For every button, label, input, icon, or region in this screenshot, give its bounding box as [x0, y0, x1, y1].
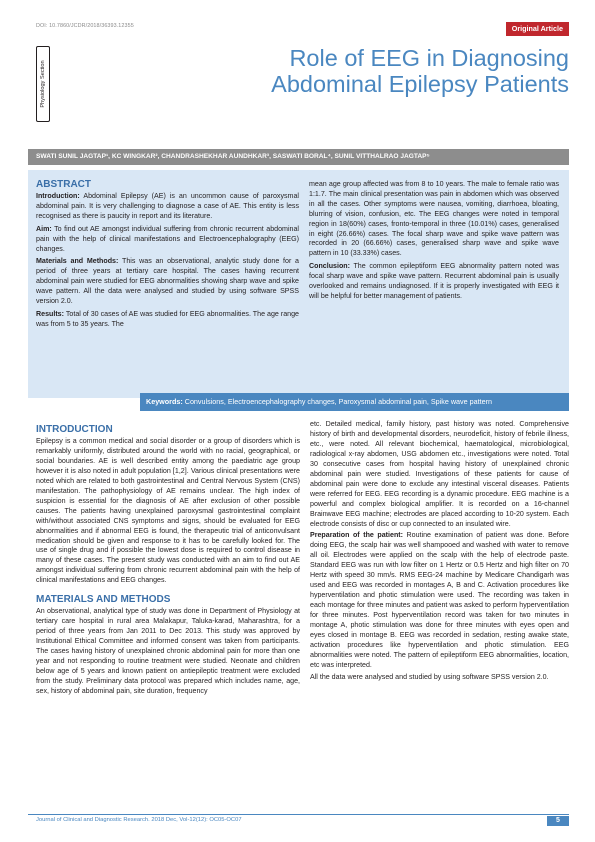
abstract-box [28, 170, 569, 398]
analysis-text: All the data were analysed and studied by using software SPSS version 2.0. [310, 672, 549, 681]
footer-divider [28, 814, 569, 815]
section-tab [36, 46, 50, 122]
methods-text: An observational, analytical type of study was done in Department of Physiology at tertiary care hospital in rural area Malakapur, Taluka-karad, Maharashtra, for a period of three years from Jan 2011 to Dec 2013. This study was approved by Institutional Ethical Committee and informed consent was taken from participants. The cases having history of unexplained chronic abdominal pain for more than one year and not responding to routine treatment were studied. Neonate and children below age of 5 years and known patient on antiepileptic treatment were excluded from the study. Preliminary data protocol was prepared which includes name, age, sex, history of abdominal pain, site duration, frequency [36, 607, 300, 695]
aim-text: To find out AE amongst individual suffering from chronic recurrent abdominal pain with the help of clinical manifestations and Electroencephalography (EEG) changes. [36, 224, 299, 253]
conclusion-label: Conclusion: [309, 262, 350, 271]
intro-text: Abdominal Epilepsy (AE) is an uncommon cause of paroxysmal abdominal pain. It is very challenging to diagnose a case of AE. This entity is less recognised as there is paucity in report and its literature. [36, 192, 299, 220]
conclusion-text: The common epileptiform EEG abnormality pattern noted was focal sharp wave and spike wave pattern. Recurrent abdominal pain is usually overlooked and remains undiagnosed. If it is properly investigated with EEG it will be helpful for better management of patients. [309, 262, 559, 300]
preparation-label: Preparation of the patient: [310, 531, 403, 540]
abstract-conclusion [309, 262, 559, 302]
abstract-heading: ABSTRACT [36, 179, 91, 190]
abstract-introduction [36, 192, 299, 222]
abstract-right-column [309, 180, 559, 305]
keywords-label: Keywords: [146, 397, 183, 406]
preparation-text: Routine examination of patient was done. Before doing EEG, the scalp hair was well shampooed and washed with water to remove all oil. Electrodes were applied on the scalp with the help of electrode paste. Standard EEG was run with low filter on 1 Hertz or 0.5 Hertz and high filter on 70 Hertz with speed 30 mm/s. RMS EEG-24 machine by Medicare Chandigarh was used and EEG was recorded in montages A, B and C. Activation procedures like hyperventilation and photic stimulation were used. The recording was taken in each montage for three minutes and patient was asked to perform hyperventilation for three minutes. Post hyperventilation record was taken for two minutes in montage A, photic stimulation was done for three minutes with eyes open and eyes closed in montage B. EEG was recorded in sedation, resting awake state, activation procedures like hyperventilation and photic stimulation. EEG abnormalities were noted. The pattern of epileptiform EEG abnormalities, location, etc was interpreted. [310, 531, 569, 669]
intro-label: Introduction: [36, 192, 80, 200]
patient-preparation [310, 531, 569, 670]
results-text-start: Total of 30 cases of AE was studied for EEG abnormalities. The age range was from 5 to 35 years. The [36, 309, 299, 328]
article-type-badge: Original Article [506, 22, 569, 36]
body-right-column [310, 420, 569, 685]
abstract-methods [36, 257, 299, 307]
page-number: 5 [547, 816, 569, 826]
authors-bar: SWATI SUNIL JAGTAP¹, KC WINGKAR², CHANDRASHEKHAR AUNDHKAR³, SASWATI BORAL⁴, SUNIL VITTHALRAO JAGTAP⁵ [28, 149, 569, 165]
keywords-bar [140, 393, 569, 411]
abstract-results [36, 310, 299, 330]
section-label: Physiology Section [40, 60, 46, 108]
article-title: Role of EEG in Diagnosing Abdominal Epilepsy Patients [271, 45, 569, 97]
methods-label: Materials and Methods: [36, 257, 119, 266]
introduction-heading: INTRODUCTION [36, 424, 113, 435]
abstract-results-continued [309, 180, 559, 259]
abstract-left-column [36, 179, 299, 333]
doi-text: DOI: 10.7860/JCDR/2018/36393.12355 [36, 23, 134, 29]
aim-label: Aim: [36, 224, 52, 233]
introduction-text: Epilepsy is a common medical and social disorder or a group of disorders which is remarkably uniformly, distributed around the world with no racial, geographical, or social boundaries. AE is well described entity among the paediatric age group however it is also noted in adult population [1,2]. Various clinical presentations were noted which are related to both gastrointestinal and Central Nervous System (CNS) manifestation. The pathophysiology of AE remains unclear. The high index of suspicion is essential for the diagnosis of AE after exclusion of other possible causes. The patients having unexplained paroxysmal gastrointestinal complaint with/without associated CNS symptoms and signs, should be evaluated for EEG abnormalities and if abnormal EEG is found, the therapeutic trial of anticonvulsant medication should be given and response to it has to be carefully looked for. The use of single drug and if possible the lowest dose is required to control disease in many of these cases. The present study was conducted with an aim to find out AE amongst individual suffering from chronic recurrent abdominal pain with the help of clinical manifestations and EEG changes. [36, 437, 300, 585]
methods-continued-text: etc. Detailed medical, family history, past history was noted. Comprehensive history of birth and developmental disorders, neurodeficit, history of febrile illness, etc., were noted. All relevant biochemical, haematological, microbiological, radiological x-ray abdomen, USG abdomen etc., investigations were noted. Total 30 consecutive cases from hospital having history of unexplained chronic abdominal pain were studied. Investigations of these patients for cause of abdominal pain were done to exclude any intestinal visceral diseases. Patients were referred for EEG. EEG recording is a dynamic procedure. EEG machine is a powerful and complex biological amplifier. It is recorded on a 16-channel Brainwave EEG machine; electrodes are placed according to 10-20 system. Each electrode consists of disc or cup connected to an insulated wire. [310, 420, 569, 528]
keywords-text: Convulsions, Electroencephalography changes, Paroxysmal abdominal pain, Spike wave pattern [182, 397, 492, 406]
methods-text: This was an observational, analytic study done for a period of three years at tertiary care hospital. The cases having recurrent abdominal pain were studied for EEG abnormalities showing sharp wave and spike wave pattern. All the data were analysed and studied by using software SPSS version 2.0. [36, 257, 299, 306]
methods-heading: MATERIALS AND METHODS [36, 594, 171, 606]
abstract-aim [36, 225, 299, 255]
journal-citation: Journal of Clinical and Diagnostic Research. 2018 Dec, Vol-12(12): OC05-OC07 [36, 817, 242, 823]
results-label: Results: [36, 309, 64, 318]
results-text-continued: mean age group affected was from 8 to 10 years. The male to female ratio was 1:1.7. The main clinical presentation was pain in abdomen which was observed in all the cases. Other symptoms were nausea, vomiting, diarrhoea, bloating, blurring of vision, confusion, etc. The EEG changes were noted in temporal region in 18(60%) cases, fronto-temporal in three (10.01%) cases, generalised in eight (26.66%) cases. The focal sharp wave and spike wave pattern was recorded in 20 (66.66%) cases, generalised sharp wave and spike wave pattern in 10 (33.33%) cases. [309, 180, 559, 258]
body-left-column [36, 424, 300, 699]
